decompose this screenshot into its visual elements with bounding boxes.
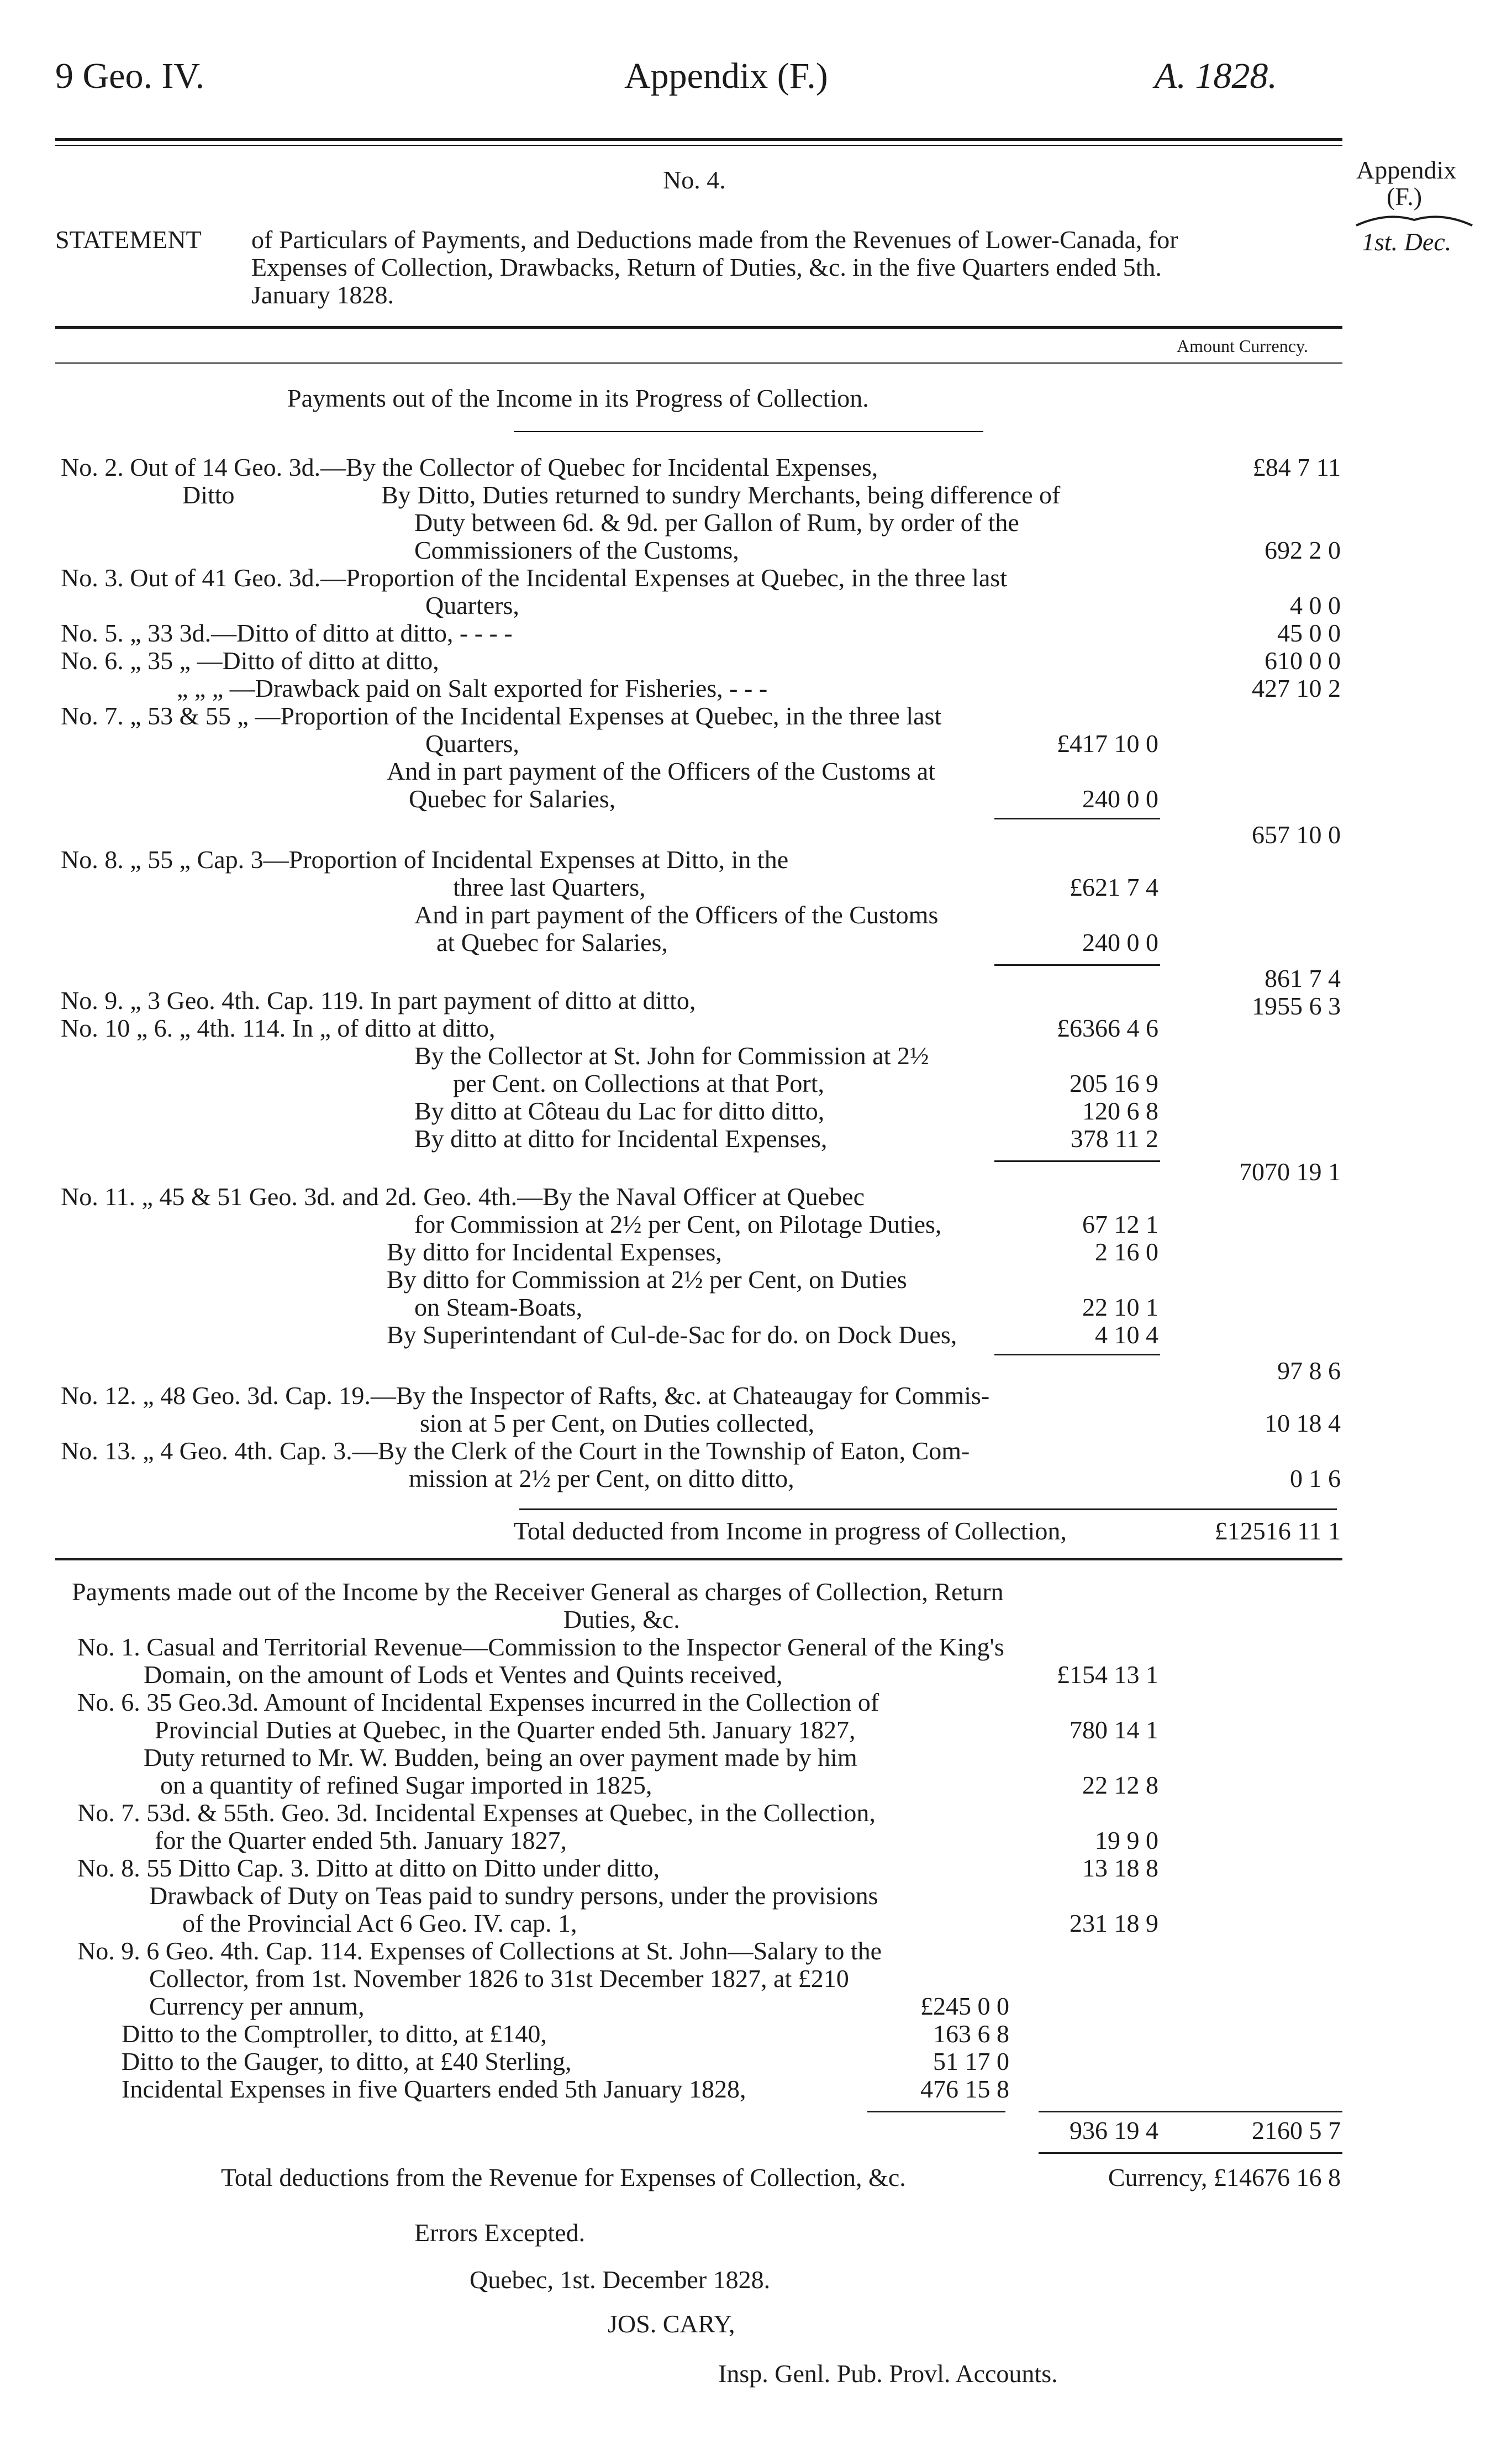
s2-line: Provincial Duties at Quebec, in the Quarter ended 5th. January 1827, xyxy=(155,1716,856,1744)
s2-line: Collector, from 1st. November 1826 to 31st December 1827, at £210 xyxy=(149,1964,849,1993)
s1-line: at Quebec for Salaries, xyxy=(436,928,668,956)
s1-line: No. 2. Out of 14 Geo. 3d.—By the Collector of Quebec for Incidental Expenses, xyxy=(61,453,878,481)
s1-outer-amount: 4 0 0 xyxy=(1290,591,1341,619)
s1-line: on Steam-Boats, xyxy=(414,1293,583,1321)
s1-inner-amount: 22 10 1 xyxy=(1082,1293,1158,1321)
s1-line: No. 5. „ 33 3d.—Ditto of ditto at ditto, - - - - xyxy=(61,619,513,647)
s1-line: And in part payment of the Officers of the Customs xyxy=(414,901,939,929)
statement-title-line1: of Particulars of Payments, and Deductions made from the Revenues of Lower-Canada, for xyxy=(251,225,1178,254)
s1-line: By ditto at ditto for Incidental Expenses, xyxy=(414,1124,828,1153)
margin-note-date: 1st. Dec. xyxy=(1362,228,1452,256)
s1-line: No. 11. „ 45 & 51 Geo. 3d. and 2d. Geo. 4th.—By the Naval Officer at Quebec xyxy=(61,1182,865,1211)
signatory-title: Insp. Genl. Pub. Provl. Accounts. xyxy=(718,2359,1058,2388)
s1-line: No. 3. Out of 41 Geo. 3d.—Proportion of the Incidental Expenses at Quebec, in the three last xyxy=(61,564,1008,592)
s1-line: No. 6. „ 35 „ —Ditto of ditto at ditto, xyxy=(61,646,439,675)
s1-line: No. 10 „ 6. „ 4th. 114. In „ of ditto at ditto, xyxy=(61,1014,496,1042)
s2-line: on a quantity of refined Sugar imported in 1825, xyxy=(160,1771,652,1799)
s1-outer-amount: 610 0 0 xyxy=(1265,646,1341,675)
margin-note-appendix: Appendix xyxy=(1356,156,1457,184)
statement-title-line2: Expenses of Collection, Drawbacks, Return of Duties, &c. in the five Quarters ended 5th. xyxy=(251,253,1162,281)
s1-line: „ „ „ —Drawback paid on Salt exported for Fisheries, - - - xyxy=(177,674,768,702)
s2-mid-amount: 19 9 0 xyxy=(1095,1826,1158,1854)
s2-grand-rule xyxy=(1039,2152,1342,2154)
header-rule-thin xyxy=(55,145,1342,146)
statement-word: STATEMENT xyxy=(55,225,202,254)
s1-line: sion at 5 per Cent, on Duties collected, xyxy=(420,1409,815,1437)
errors-excepted: Errors Excepted. xyxy=(414,2219,586,2247)
s2-line: Drawback of Duty on Teas paid to sundry persons, under the provisions xyxy=(149,1881,878,1910)
s2-inner-amount: 163 6 8 xyxy=(933,2020,1009,2048)
s1-outer-amount: 861 7 4 xyxy=(1265,964,1341,992)
s1-outer-amount: 1955 6 3 xyxy=(1252,992,1341,1020)
s2-line: No. 1. Casual and Territorial Revenue—Commission to the Inspector General of the King's xyxy=(77,1633,1004,1661)
statement-number: No. 4. xyxy=(663,166,726,194)
s2-line: Ditto to the Gauger, to ditto, at £40 Sterling, xyxy=(122,2047,572,2075)
s1-subtotal-rule xyxy=(994,818,1160,819)
s1-line: By ditto at Côteau du Lac for ditto ditto, xyxy=(414,1097,825,1125)
s1-inner-amount: 240 0 0 xyxy=(1082,785,1158,813)
s1-subtotal-rule xyxy=(994,1160,1160,1162)
s2-line: No. 6. 35 Geo.3d. Amount of Incidental Expenses incurred in the Collection of xyxy=(77,1688,879,1716)
s1-line: No. 9. „ 3 Geo. 4th. Cap. 119. In part payment of ditto at ditto, xyxy=(61,986,696,1014)
s1-line: By the Collector at St. John for Commission at 2½ xyxy=(414,1042,929,1070)
s1-outer-amount: 0 1 6 xyxy=(1290,1464,1341,1492)
column-header-amount: Amount Currency. xyxy=(1177,336,1308,356)
section1-heading: Payments out of the Income in its Progress of Collection. xyxy=(287,384,869,412)
s1-line: And in part payment of the Officers of the Customs at xyxy=(387,757,936,785)
s1-outer-amount: 7070 19 1 xyxy=(1239,1158,1341,1186)
s1-line: Ditto xyxy=(182,481,235,509)
s2-line: No. 9. 6 Geo. 4th. Cap. 114. Expenses of Collections at St. John—Salary to the xyxy=(77,1937,882,1965)
s1-inner-amount: 120 6 8 xyxy=(1082,1097,1158,1125)
s2-outer-amount: 2160 5 7 xyxy=(1252,2116,1341,2144)
section2-heading-line2: Duties, &c. xyxy=(563,1605,680,1633)
s2-mid-amount: 231 18 9 xyxy=(1070,1909,1158,1937)
s1-outer-amount: 692 2 0 xyxy=(1265,536,1341,564)
s2-inner-amount: £245 0 0 xyxy=(920,1992,1009,2020)
s1-total-amount: £12516 11 1 xyxy=(1214,1517,1341,1545)
grand-total-amount: Currency, £14676 16 8 xyxy=(1108,2163,1341,2191)
section2-heading-line1: Payments made out of the Income by the Receiver General as charges of Collection, Return xyxy=(72,1578,1004,1606)
running-head-right: A. 1828. xyxy=(1155,56,1277,96)
s1-line: No. 8. „ 55 „ Cap. 3—Proportion of Incidental Expenses at Ditto, in the xyxy=(61,845,789,874)
s1-inner-amount: £621 7 4 xyxy=(1070,873,1158,901)
grand-total-label: Total deductions from the Revenue for Expenses of Collection, &c. xyxy=(221,2163,906,2191)
s1-inner-amount: 67 12 1 xyxy=(1082,1210,1158,1238)
s1-inner-amount: £6366 4 6 xyxy=(1057,1014,1158,1042)
s1-line: No. 7. „ 53 & 55 „ —Proportion of the Incidental Expenses at Quebec, in the three last xyxy=(61,702,942,730)
s2-mid-amount: 780 14 1 xyxy=(1070,1716,1158,1744)
s2-line: Currency per annum, xyxy=(149,1992,365,2020)
s1-total-label: Total deducted from Income in progress of Collection, xyxy=(514,1517,1067,1545)
s1-line: By ditto for Commission at 2½ per Cent, on Duties xyxy=(387,1265,907,1294)
s1-inner-amount: 205 16 9 xyxy=(1070,1069,1158,1097)
s2-line: Ditto to the Comptroller, to ditto, at £140, xyxy=(122,2020,547,2048)
s1-line: By Ditto, Duties returned to sundry Merchants, being difference of xyxy=(381,481,1061,509)
s1-inner-amount: £417 10 0 xyxy=(1057,729,1158,758)
place-date: Quebec, 1st. December 1828. xyxy=(470,2265,771,2294)
s1-line: Quarters, xyxy=(425,591,519,619)
s1-outer-amount: 427 10 2 xyxy=(1252,674,1341,702)
s1-line: No. 12. „ 48 Geo. 3d. Cap. 19.—By the Inspector of Rafts, &c. at Chateaugay for Commis- xyxy=(61,1381,990,1410)
column-header-rule xyxy=(55,362,1342,364)
title-rule xyxy=(55,326,1342,329)
margin-note-f: (F.) xyxy=(1387,182,1423,211)
s2-mid-amount: £154 13 1 xyxy=(1057,1660,1158,1689)
s2-line: Domain, on the amount of Lods et Ventes and Quints received, xyxy=(144,1660,783,1689)
s2-line: No. 8. 55 Ditto Cap. 3. Ditto at ditto on Ditto under ditto, xyxy=(77,1854,660,1882)
s1-line: By ditto for Incidental Expenses, xyxy=(387,1238,722,1266)
s1-outer-amount: 657 10 0 xyxy=(1252,821,1341,849)
s1-line: for Commission at 2½ per Cent, on Pilotage Duties, xyxy=(414,1210,942,1238)
s1-line: Commissioners of the Customs, xyxy=(414,536,739,564)
s1-line: mission at 2½ per Cent, on ditto ditto, xyxy=(409,1464,794,1492)
s2-inner-amount: 51 17 0 xyxy=(933,2047,1009,2075)
s2-line: for the Quarter ended 5th. January 1827, xyxy=(155,1826,567,1854)
s1-outer-amount: £84 7 11 xyxy=(1252,453,1341,481)
running-head-left: 9 Geo. IV. xyxy=(55,56,205,96)
s2-line: of the Provincial Act 6 Geo. IV. cap. 1, xyxy=(182,1909,577,1937)
s1-subtotal-rule xyxy=(994,964,1160,966)
s1-line: By Superintendant of Cul-de-Sac for do. on Dock Dues, xyxy=(387,1321,957,1349)
s1-end-rule xyxy=(55,1558,1342,1560)
running-head-center: Appendix (F.) xyxy=(624,56,828,96)
s1-inner-amount: 2 16 0 xyxy=(1095,1238,1158,1266)
s2-inner-amount: 476 15 8 xyxy=(920,2075,1009,2103)
header-rule xyxy=(55,138,1342,141)
s2-mid-amount: 22 12 8 xyxy=(1082,1771,1158,1799)
s1-line: Duty between 6d. & 9d. per Gallon of Rum, by order of the xyxy=(414,508,1019,537)
s2-inner-rule xyxy=(867,2111,1005,2112)
s2-mid-amount: 13 18 8 xyxy=(1082,1854,1158,1882)
s1-outer-amount: 97 8 6 xyxy=(1277,1357,1341,1385)
s2-line: Incidental Expenses in five Quarters ended 5th January 1828, xyxy=(122,2075,746,2103)
s1-total-rule xyxy=(519,1508,1337,1510)
section1-heading-rule xyxy=(514,431,983,432)
s1-inner-amount: 240 0 0 xyxy=(1082,928,1158,956)
s1-line: per Cent. on Collections at that Port, xyxy=(453,1069,825,1097)
s1-subtotal-rule xyxy=(994,1354,1160,1355)
s1-line: No. 13. „ 4 Geo. 4th. Cap. 3.—By the Clerk of the Court in the Township of Eaton, Com- xyxy=(61,1437,970,1465)
s1-outer-amount: 45 0 0 xyxy=(1277,619,1341,647)
s2-line: Duty returned to Mr. W. Budden, being an over payment made by him xyxy=(144,1743,857,1771)
s1-line: three last Quarters, xyxy=(453,873,646,901)
s1-outer-amount: 10 18 4 xyxy=(1265,1409,1341,1437)
s1-line: Quarters, xyxy=(425,729,519,758)
s1-inner-amount: 4 10 4 xyxy=(1095,1321,1158,1349)
statement-title-line3: January 1828. xyxy=(251,281,394,309)
s2-mid-amount: 936 19 4 xyxy=(1070,2116,1158,2144)
s2-total-rule xyxy=(1039,2111,1342,2112)
s1-line: Quebec for Salaries, xyxy=(409,785,616,813)
signatory-name: JOS. CARY, xyxy=(608,2310,735,2338)
s1-inner-amount: 378 11 2 xyxy=(1070,1124,1158,1153)
s2-line: No. 7. 53d. & 55th. Geo. 3d. Incidental Expenses at Quebec, in the Collection, xyxy=(77,1799,876,1827)
